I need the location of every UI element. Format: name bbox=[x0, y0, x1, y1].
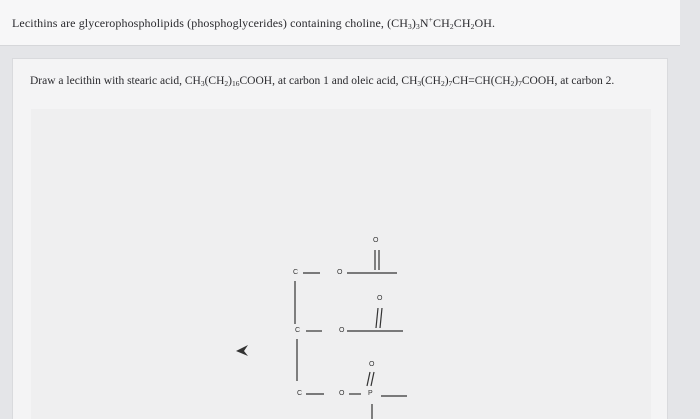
intro-text: Lecithins are glycerophospholipids (phosphoglycerides) containing choline, $(CH_3)_3N^+CH_2CH_2OH$. bbox=[12, 15, 496, 31]
p-double-o-b bbox=[371, 372, 374, 386]
question-text: Draw a lecithin with stearic acid, $CH_3(CH_2)_{16}COOH$, at carbon 1 and oleic acid, $CH_3(CH_2)_7CH=CH(CH_2)_7COOH$, at carbon 2. bbox=[30, 75, 615, 88]
atom-o1: O bbox=[337, 269, 343, 276]
atom-carbonyl-o2: O bbox=[377, 295, 383, 302]
atom-c3: C bbox=[297, 390, 303, 397]
atom-o2: O bbox=[339, 327, 345, 334]
double-bond-2b bbox=[380, 308, 382, 328]
atom-c1: C bbox=[293, 269, 299, 276]
p-double-o-a bbox=[367, 372, 370, 386]
double-bond-2a bbox=[376, 308, 378, 328]
question-panel bbox=[12, 58, 668, 419]
drawing-canvas[interactable] bbox=[31, 109, 651, 419]
intro-panel bbox=[0, 0, 680, 46]
atom-carbonyl-o1: O bbox=[373, 237, 379, 244]
structure-bonds bbox=[31, 109, 651, 419]
atom-c2: C bbox=[295, 327, 301, 334]
atom-o3: O bbox=[339, 390, 345, 397]
atom-phosphate-o: O bbox=[369, 361, 375, 368]
atom-p: P bbox=[368, 390, 373, 397]
